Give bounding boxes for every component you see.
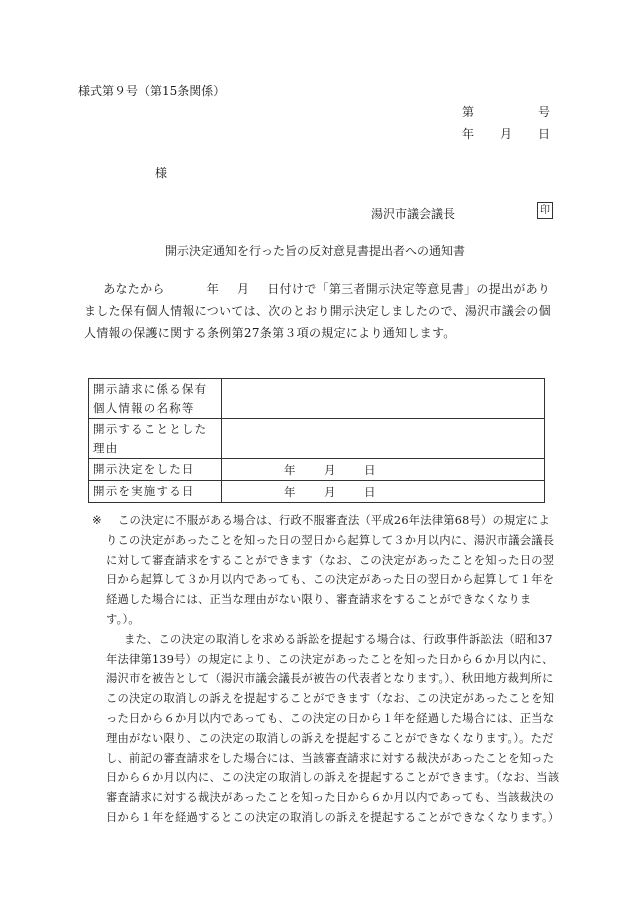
table-row	[89, 379, 545, 419]
table-label-implementation-date: 開示を実施する日	[89, 481, 222, 503]
table-value-decision-date	[222, 459, 545, 481]
body-lead: あなたから	[103, 282, 165, 296]
decision-day: 日	[364, 462, 376, 477]
decision-month: 月	[324, 462, 336, 477]
table-row	[89, 481, 545, 503]
issue-date-year: 年	[462, 127, 475, 141]
table-row	[89, 459, 545, 481]
table-label-info-name: 開示請求に係る保有個人情報の名称等	[89, 379, 222, 419]
table-value-info-name	[222, 379, 545, 419]
table-value-reason	[222, 419, 545, 459]
seal-mark: 印	[537, 202, 553, 219]
body-rest: 日付けで「第三者開示決定等意見書」の提出がありました保有個人情報については、次のとおり開示決定しましたので、湯沢市議会の個人情報の保護に関する条例第27条第３項の規定により通知します。	[84, 282, 551, 340]
disclosure-info-table	[88, 378, 545, 503]
note-mark: ※	[92, 514, 102, 527]
table-label-reason: 開示することとした理由	[89, 419, 222, 459]
issue-date-month: 月	[499, 127, 512, 141]
issue-date-row	[462, 125, 550, 142]
issue-date-day: 日	[537, 127, 550, 141]
sender-name: 湯沢市議会議長	[371, 207, 456, 221]
form-number: 様式第９号（第15条関係）	[78, 84, 226, 98]
body-year: 年	[206, 282, 220, 296]
note-paragraph-appeal: この決定に不服がある場合は、行政不服審査法（平成26年法律第68号）の規定によりこの決定があったことを知った日の翌日から起算して３か月以内に、湯沢市議会議長に対して審査請求をすることができます（なお、この決定があったことを知った日の翌日から起算して３か月以内であっても、この決定があった日の翌日から起算して１年を経過した場合には、正当な理由がない限り、審査請求をすることができなくなります。）。	[106, 514, 555, 626]
document-title: 開示決定通知を行った旨の反対意見書提出者への通知書	[164, 244, 465, 258]
table-label-decision-date: 開示決定をした日	[89, 459, 222, 481]
table-row	[89, 419, 545, 459]
addressee: 様	[155, 166, 168, 180]
implementation-month: 月	[324, 484, 336, 499]
note-paragraph-lawsuit: また、この決定の取消しを求める訴訟を提起する場合は、行政事件訴訟法（昭和37年法律第139号）の規定により、この決定があったことを知った日から６か月以内に、湯沢市を被告として（湯沢市議会議長が被告の代表者となります。）、秋田地方裁判所にこの決定の取消しの訴えを提起することができます（なお、この決定があったことを知った日から６か月以内であっても、この決定の日から１年を経過した場合には、正当な理由がない限り、この決定の取消しの訴えを提起することができなくなります。）。ただし、前記の審査請求をした場合には、当該審査請求に対する裁決があったことを知った日から６か月以内に、この決定の取消しの訴えを提起することができます。（なお、当該審査請求に対する裁決があったことを知った日から６か月以内であっても、当該裁決の日から１年を経過するとこの決定の取消しの訴えを提起することができなくなります。）	[106, 632, 560, 824]
body-month: 月	[237, 282, 250, 296]
document-number-suffix: 号	[537, 105, 550, 119]
decision-year: 年	[284, 462, 296, 477]
notes-section	[94, 511, 560, 828]
document-number-row	[462, 103, 550, 120]
implementation-day: 日	[364, 484, 376, 499]
implementation-year: 年	[284, 484, 296, 499]
body-paragraph	[84, 278, 554, 344]
table-value-implementation-date	[222, 481, 545, 503]
document-number-prefix: 第	[462, 105, 475, 119]
